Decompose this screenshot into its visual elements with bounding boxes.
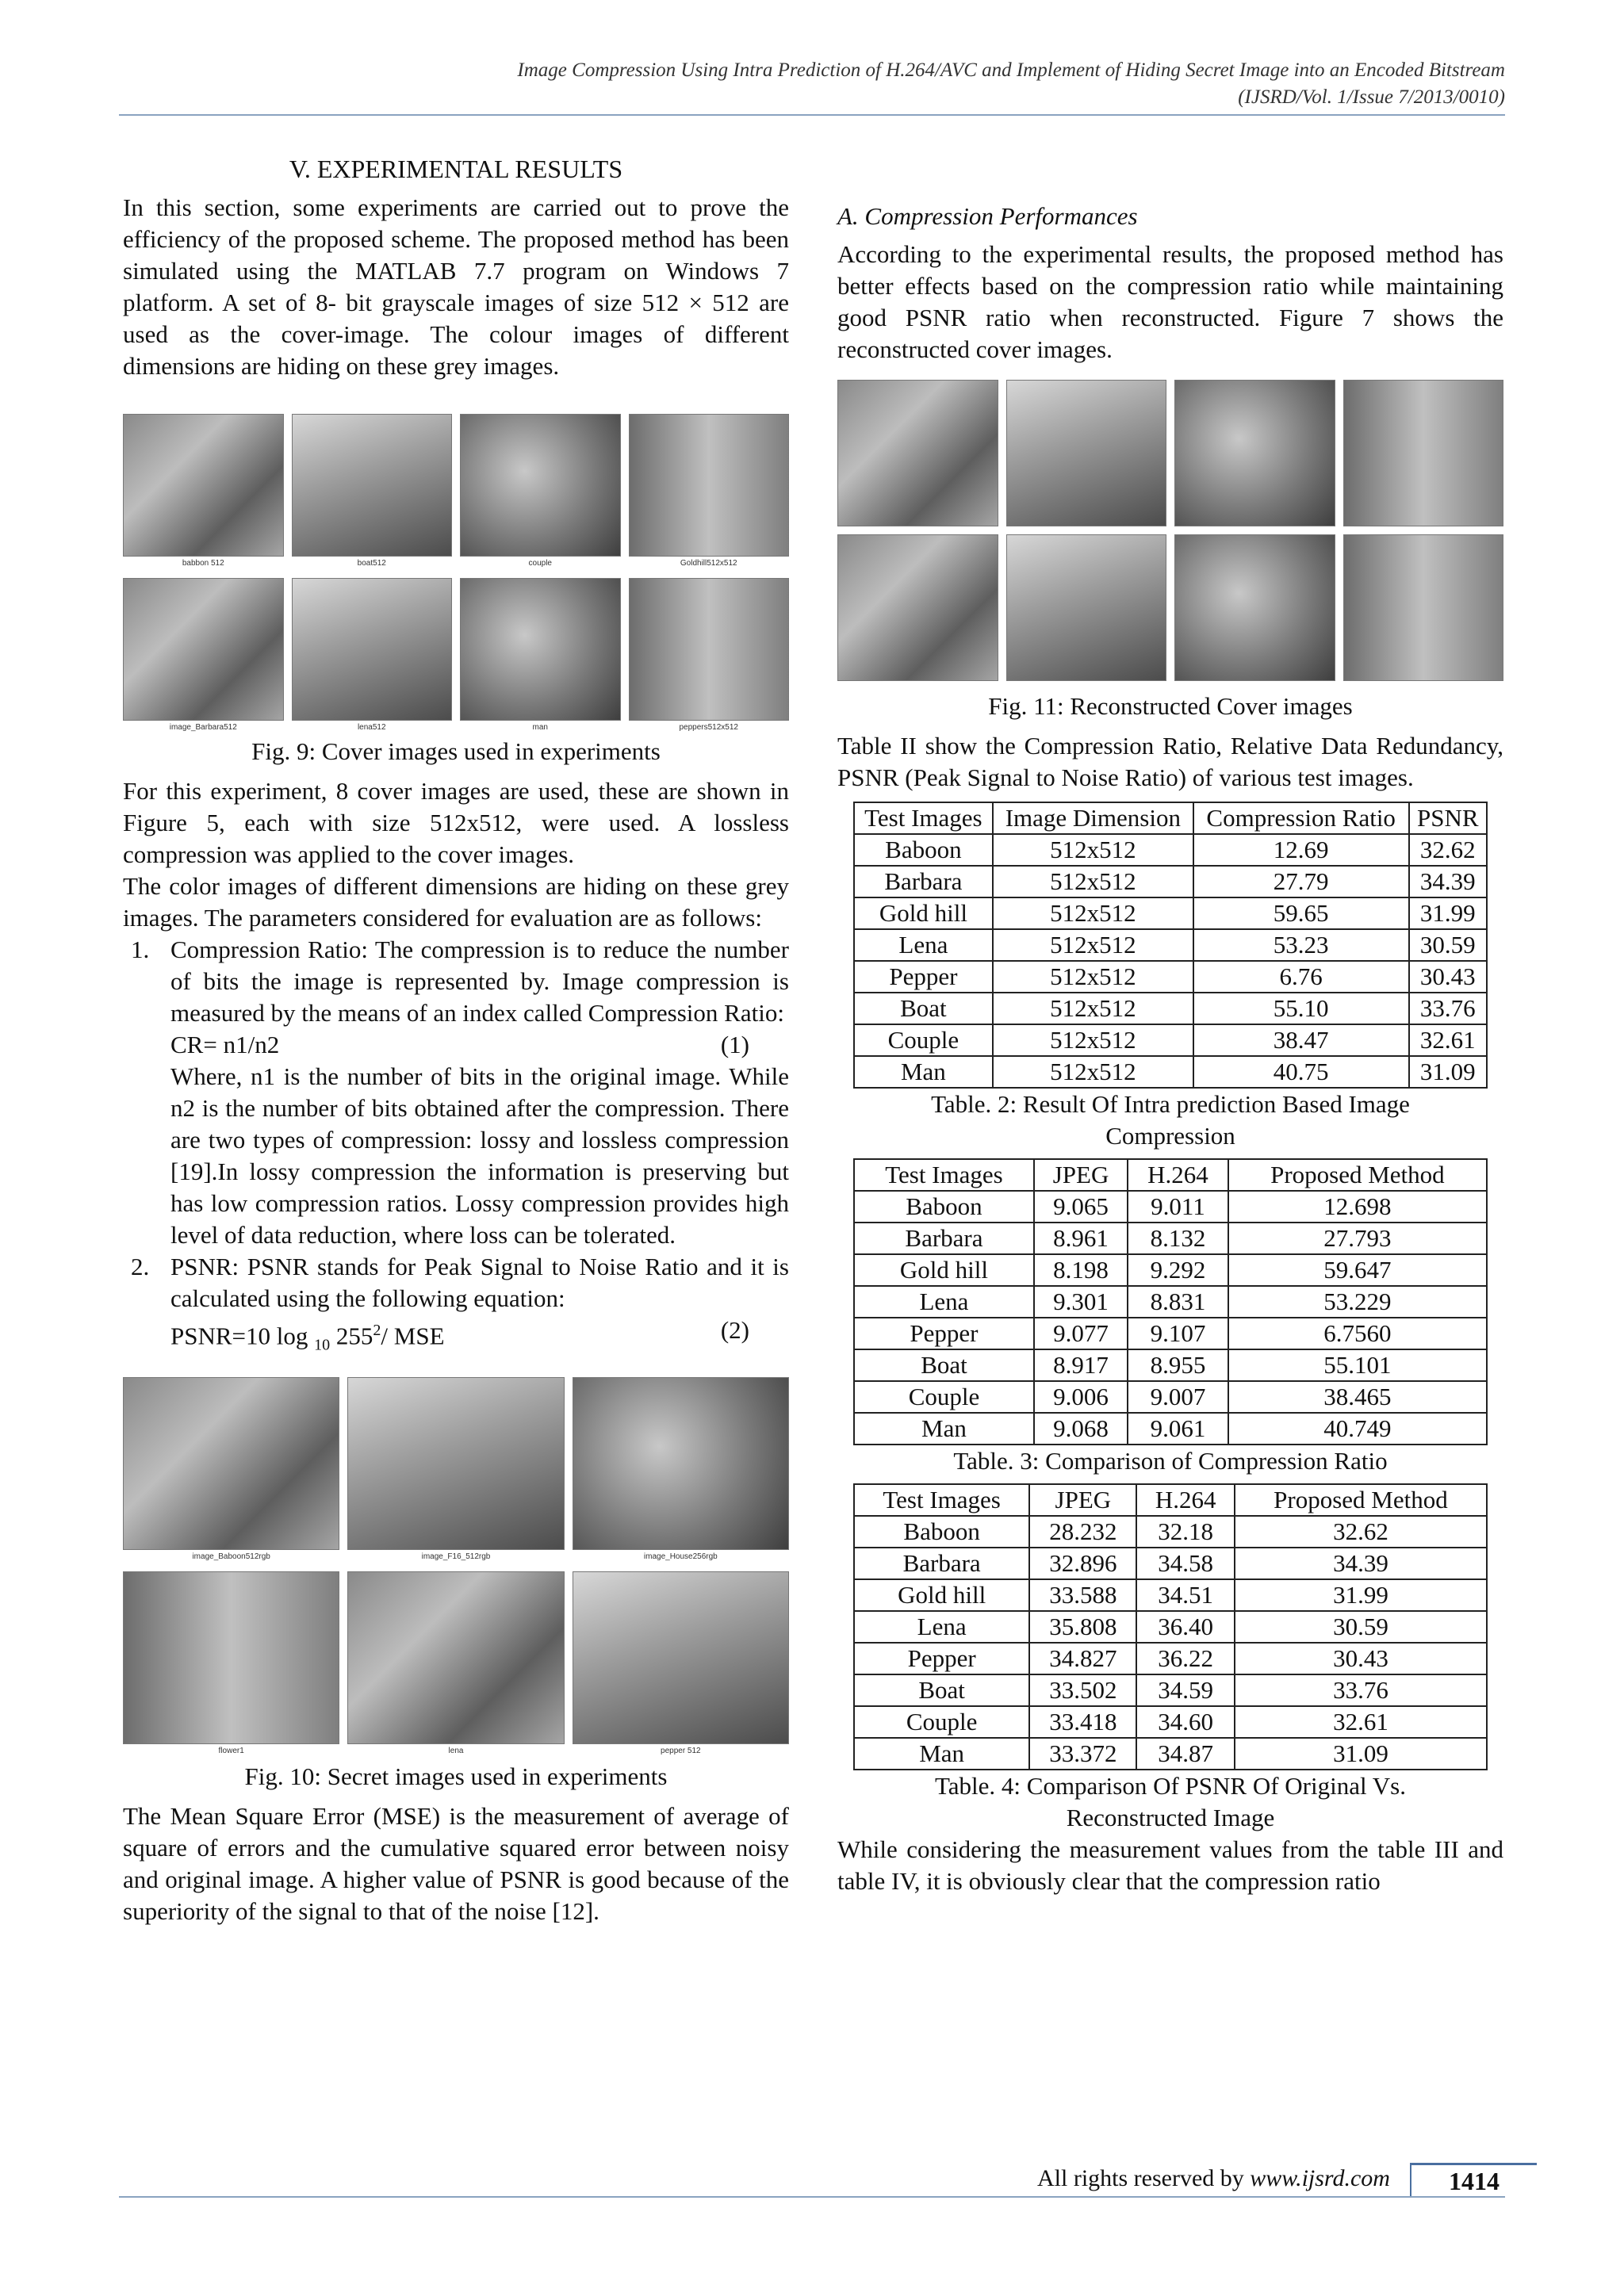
table-row xyxy=(854,1349,1487,1381)
table-cell: Barbara xyxy=(854,1548,1029,1579)
footer-copyright: All rights reserved by www.ijsrd.com xyxy=(1037,2165,1390,2191)
section-title: V. EXPERIMENTAL RESULTS xyxy=(289,155,623,183)
image-label: image_Barbara512 xyxy=(169,723,237,732)
table-cell: 34.59 xyxy=(1136,1674,1234,1706)
header-citation: (IJSRD/Vol. 1/Issue 7/2013/0010) xyxy=(1238,86,1505,108)
table-row xyxy=(854,1674,1487,1706)
table-cell: 34.39 xyxy=(1409,866,1488,897)
table-2-caption: Table. 2: Result Of Intra prediction Based Image Compression xyxy=(931,1090,1410,1150)
table-cell: 32.896 xyxy=(1029,1548,1136,1579)
table-cell: 9.292 xyxy=(1128,1254,1228,1286)
equation-1 xyxy=(170,1029,789,1061)
table-header-cell: H.264 xyxy=(1128,1159,1228,1191)
table-cell: 53.23 xyxy=(1193,929,1409,961)
image-placeholder xyxy=(573,1571,789,1744)
table-cell: Couple xyxy=(854,1706,1029,1738)
image-placeholder xyxy=(123,578,284,721)
table-row xyxy=(854,1254,1487,1286)
equation-number: (2) xyxy=(720,1316,749,1344)
table-cell: 8.961 xyxy=(1034,1223,1128,1254)
table-cell: Lena xyxy=(854,929,993,961)
table-cell: Lena xyxy=(854,1611,1029,1643)
table-cell: 6.76 xyxy=(1193,961,1409,993)
table-row xyxy=(854,866,1487,897)
table-row xyxy=(854,1579,1487,1611)
figure-image xyxy=(573,1377,789,1563)
table-row xyxy=(854,1191,1487,1223)
table-cell: 34.60 xyxy=(1136,1706,1234,1738)
table-cell: 12.698 xyxy=(1228,1191,1487,1223)
table-cell: 30.59 xyxy=(1235,1611,1487,1643)
figure-image xyxy=(1343,380,1504,526)
table-cell: 8.198 xyxy=(1034,1254,1128,1286)
subsection-title: A. Compression Performances xyxy=(837,202,1138,230)
image-label: flower1 xyxy=(218,1746,244,1755)
table-cell: 34.827 xyxy=(1029,1643,1136,1674)
table-cell: Pepper xyxy=(854,961,993,993)
image-label: couple xyxy=(528,559,552,568)
paragraph-conclusion: While considering the measurement values from the table III and table IV, it is obviously clear that the compression ratio xyxy=(837,1835,1503,1895)
table-4 xyxy=(853,1483,1488,1770)
figure-image xyxy=(460,414,621,570)
table-cell: 40.749 xyxy=(1228,1413,1487,1445)
figure-image xyxy=(1006,380,1167,526)
figure-image xyxy=(460,578,621,734)
table-cell: 33.372 xyxy=(1029,1738,1136,1770)
table-row xyxy=(854,1024,1487,1056)
figure-image xyxy=(629,414,790,570)
list-text-continued: Where, n1 is the number of bits in the original image. While n2 is the number of bits obtained after the compression. There are two types of compression: lossy and lossless compression [19].In lossy compression the information is preserving but has low compression ratios. Lossy compression provides high level of data reduction, where loss can be tolerated. xyxy=(170,1062,789,1249)
table-cell: 9.006 xyxy=(1034,1381,1128,1413)
table-cell: Gold hill xyxy=(854,1254,1034,1286)
table-cell: 33.76 xyxy=(1409,993,1488,1024)
equation-2 xyxy=(170,1314,789,1361)
table-cell: 31.09 xyxy=(1409,1056,1488,1088)
table-cell: 512x512 xyxy=(993,1056,1193,1088)
table-cell: 512x512 xyxy=(993,961,1193,993)
table-row xyxy=(854,1706,1487,1738)
table-cell: 27.79 xyxy=(1193,866,1409,897)
list-text: PSNR: PSNR stands for Peak Signal to Noise Ratio and it is calculated using the following equation: xyxy=(170,1253,789,1312)
image-placeholder xyxy=(1006,534,1167,681)
figure-image xyxy=(1006,534,1167,681)
table-cell: 33.418 xyxy=(1029,1706,1136,1738)
table-row xyxy=(854,1056,1487,1088)
table-row xyxy=(854,1223,1487,1254)
figure-11-caption: Fig. 11: Reconstructed Cover images xyxy=(988,692,1353,720)
table-row xyxy=(854,897,1487,929)
table-cell: Man xyxy=(854,1413,1034,1445)
figure-image xyxy=(1343,534,1504,681)
table-row xyxy=(854,1548,1487,1579)
table-cell: 30.59 xyxy=(1409,929,1488,961)
figure-image xyxy=(123,414,284,570)
right-column xyxy=(837,202,1503,1897)
table-cell: 512x512 xyxy=(993,866,1193,897)
equation-text: CR= n1/n2 xyxy=(170,1031,280,1058)
table-row xyxy=(854,961,1487,993)
table-header-cell: Test Images xyxy=(854,1484,1029,1516)
table-cell: 31.09 xyxy=(1235,1738,1487,1770)
table-cell: 53.229 xyxy=(1228,1286,1487,1318)
table-cell: 9.107 xyxy=(1128,1318,1228,1349)
table-cell: 33.588 xyxy=(1029,1579,1136,1611)
table-cell: Couple xyxy=(854,1024,993,1056)
table-cell: Gold hill xyxy=(854,897,993,929)
table-header-cell: Test Images xyxy=(854,802,993,834)
paragraph-mse: The Mean Square Error (MSE) is the measurement of average of square of errors and the cumulative squared error between noisy and original image. A higher value of PSNR is good because of the superiority of the signal to that of the noise [12]. xyxy=(123,1801,789,1925)
table-cell: 32.62 xyxy=(1235,1516,1487,1548)
figure-image xyxy=(347,1571,564,1758)
table-cell: 31.99 xyxy=(1409,897,1488,929)
table-cell: 512x512 xyxy=(993,834,1193,866)
figure-image xyxy=(292,578,453,734)
table-cell: 33.502 xyxy=(1029,1674,1136,1706)
figure-image xyxy=(123,1377,339,1563)
table-row xyxy=(854,834,1487,866)
paragraph-cover-images: For this experiment, 8 cover images are used, these are shown in Figure 5, each with size 512x512, were used. A lossless compression was applied to the cover images. xyxy=(123,777,789,868)
table-cell: Gold hill xyxy=(854,1579,1029,1611)
table-cell: 512x512 xyxy=(993,897,1193,929)
table-header-cell: Proposed Method xyxy=(1235,1484,1487,1516)
intro-paragraph: In this section, some experiments are carried out to prove the efficiency of the proposed scheme. The proposed method has been simulated using the MATLAB 7.7 program on Windows 7 platform. A set of 8- bit grayscale images of size 512 × 512 are used as the cover-image. The colour images of different dimensions are hiding on these grey images. xyxy=(123,193,789,380)
table-cell: 40.75 xyxy=(1193,1056,1409,1088)
table-header-row xyxy=(854,1484,1487,1516)
image-label: babbon 512 xyxy=(182,559,224,568)
table-4-caption: Table. 4: Comparison Of PSNR Of Original Vs. Reconstructed Image xyxy=(935,1772,1406,1831)
table-header-cell: Proposed Method xyxy=(1228,1159,1487,1191)
image-placeholder xyxy=(573,1377,789,1550)
table-cell: 34.87 xyxy=(1136,1738,1234,1770)
image-placeholder xyxy=(837,380,998,526)
table-cell: 33.76 xyxy=(1235,1674,1487,1706)
list-number: 1. xyxy=(131,936,150,963)
table-cell: 27.793 xyxy=(1228,1223,1487,1254)
table-cell: 9.065 xyxy=(1034,1191,1128,1223)
image-label: lena xyxy=(448,1746,464,1755)
table-cell: 30.43 xyxy=(1409,961,1488,993)
table-row xyxy=(854,1611,1487,1643)
table-header-row xyxy=(854,802,1487,834)
figure-image xyxy=(837,534,998,681)
table-row xyxy=(854,1643,1487,1674)
image-label: image_Baboon512rgb xyxy=(192,1552,270,1561)
image-placeholder xyxy=(629,414,790,557)
page-number: 1414 xyxy=(1410,2163,1537,2196)
header-title: Image Compression Using Intra Prediction of H.264/AVC and Implement of Hiding Secret Image into an Encoded Bitstream xyxy=(517,59,1505,81)
figure-image xyxy=(292,414,453,570)
image-placeholder xyxy=(292,414,453,557)
image-placeholder xyxy=(629,578,790,721)
image-placeholder xyxy=(123,1377,339,1550)
list-item-compression-ratio xyxy=(131,934,789,1251)
table-header-cell: H.264 xyxy=(1136,1484,1234,1516)
image-placeholder xyxy=(1174,380,1335,526)
table-cell: 512x512 xyxy=(993,1024,1193,1056)
parameter-list xyxy=(131,934,789,1361)
table-header-row xyxy=(854,1159,1487,1191)
figure-image xyxy=(629,578,790,734)
table-cell: 36.40 xyxy=(1136,1611,1234,1643)
image-placeholder xyxy=(460,578,621,721)
paragraph-parameters: The color images of different dimensions are hiding on these grey images. The parameters considered for evaluation are as follows: xyxy=(123,872,789,932)
table-row xyxy=(854,1318,1487,1349)
image-placeholder xyxy=(292,578,453,721)
table-cell: 32.62 xyxy=(1409,834,1488,866)
equation-number: (1) xyxy=(720,1031,749,1058)
table-cell: Lena xyxy=(854,1286,1034,1318)
image-placeholder xyxy=(1343,534,1504,681)
table-header-cell: Test Images xyxy=(854,1159,1034,1191)
table-cell: Baboon xyxy=(854,1516,1029,1548)
table-cell: 12.69 xyxy=(1193,834,1409,866)
figure-11 xyxy=(837,380,1503,681)
table-cell: 38.47 xyxy=(1193,1024,1409,1056)
table-cell: Pepper xyxy=(854,1643,1029,1674)
table-cell: 28.232 xyxy=(1029,1516,1136,1548)
table-header-cell: Compression Ratio xyxy=(1193,802,1409,834)
running-header xyxy=(119,57,1505,111)
image-placeholder xyxy=(1174,534,1335,681)
table-2 xyxy=(853,802,1488,1089)
table-cell: 9.007 xyxy=(1128,1381,1228,1413)
table-row xyxy=(854,1738,1487,1770)
figure-image xyxy=(1174,380,1335,526)
image-label: Goldhill512x512 xyxy=(680,559,737,568)
image-label: pepper 512 xyxy=(661,1746,701,1755)
table-row xyxy=(854,1413,1487,1445)
image-placeholder xyxy=(460,414,621,557)
figure-image xyxy=(123,578,284,734)
footer-rule xyxy=(119,2196,1505,2198)
table-cell: 35.808 xyxy=(1029,1611,1136,1643)
table-cell: Boat xyxy=(854,1674,1029,1706)
image-placeholder xyxy=(123,414,284,557)
table-cell: Couple xyxy=(854,1381,1034,1413)
table-cell: 36.22 xyxy=(1136,1643,1234,1674)
table-cell: 30.43 xyxy=(1235,1643,1487,1674)
table-cell: 55.10 xyxy=(1193,993,1409,1024)
table-cell: Boat xyxy=(854,993,993,1024)
table-cell: 8.917 xyxy=(1034,1349,1128,1381)
image-placeholder xyxy=(123,1571,339,1744)
table-cell: Barbara xyxy=(854,1223,1034,1254)
table-cell: Man xyxy=(854,1056,993,1088)
left-column xyxy=(123,155,789,1927)
table-cell: Man xyxy=(854,1738,1029,1770)
figure-10-caption: Fig. 10: Secret images used in experiments xyxy=(244,1762,668,1790)
table-cell: Baboon xyxy=(854,834,993,866)
table-header-cell: PSNR xyxy=(1409,802,1488,834)
table-cell: 6.7560 xyxy=(1228,1318,1487,1349)
table-cell: 32.61 xyxy=(1235,1706,1487,1738)
table-row xyxy=(854,1286,1487,1318)
table-cell: 59.647 xyxy=(1228,1254,1487,1286)
image-label: image_House256rgb xyxy=(643,1552,718,1561)
table-cell: 38.465 xyxy=(1228,1381,1487,1413)
table-cell: 34.39 xyxy=(1235,1548,1487,1579)
figure-image xyxy=(1174,534,1335,681)
table-row xyxy=(854,929,1487,961)
table-cell: 32.18 xyxy=(1136,1516,1234,1548)
table-header-cell: JPEG xyxy=(1029,1484,1136,1516)
table-cell: 8.831 xyxy=(1128,1286,1228,1318)
image-placeholder xyxy=(347,1377,564,1550)
paragraph-compression-performance: According to the experimental results, the proposed method has better effects based on the compression ratio while maintaining good PSNR ratio when reconstructed. Figure 7 shows the reconstructed cover images. xyxy=(837,240,1503,363)
table-cell: 9.301 xyxy=(1034,1286,1128,1318)
list-text: Compression Ratio: The compression is to reduce the number of bits the image is represented by. Image compression is measured by the means of an index called Compression Ratio: xyxy=(170,936,789,1027)
header-rule xyxy=(119,114,1505,116)
equation-text: PSNR=10 log $_{10}$ $255^2/$ MSE xyxy=(170,1322,445,1354)
table-row xyxy=(854,1516,1487,1548)
paragraph-table-intro: Table II show the Compression Ratio, Relative Data Redundancy, PSNR (Peak Signal to Noise Ratio) of various test images. xyxy=(837,732,1503,791)
list-item-psnr xyxy=(131,1251,789,1361)
table-row xyxy=(854,1381,1487,1413)
table-cell: 8.132 xyxy=(1128,1223,1228,1254)
table-cell: 9.061 xyxy=(1128,1413,1228,1445)
table-3-caption: Table. 3: Comparison of Compression Ratio xyxy=(953,1447,1388,1475)
image-placeholder xyxy=(1006,380,1167,526)
table-cell: 9.068 xyxy=(1034,1413,1128,1445)
table-header-cell: Image Dimension xyxy=(993,802,1193,834)
figure-9 xyxy=(123,414,789,734)
image-label: man xyxy=(532,723,548,732)
list-number: 2. xyxy=(131,1253,150,1280)
image-label: lena512 xyxy=(357,723,386,732)
table-cell: Pepper xyxy=(854,1318,1034,1349)
table-cell: 34.51 xyxy=(1136,1579,1234,1611)
image-label: boat512 xyxy=(357,559,386,568)
image-placeholder xyxy=(347,1571,564,1744)
figure-image xyxy=(347,1377,564,1563)
table-cell: 59.65 xyxy=(1193,897,1409,929)
image-placeholder xyxy=(1343,380,1504,526)
table-3 xyxy=(853,1158,1488,1445)
table-cell: 32.61 xyxy=(1409,1024,1488,1056)
table-cell: 512x512 xyxy=(993,929,1193,961)
table-row xyxy=(854,993,1487,1024)
table-cell: 9.011 xyxy=(1128,1191,1228,1223)
figure-image xyxy=(123,1571,339,1758)
footer-site-link[interactable]: www.ijsrd.com xyxy=(1250,2165,1390,2191)
figure-9-caption: Fig. 9: Cover images used in experiments xyxy=(251,737,661,765)
table-cell: Boat xyxy=(854,1349,1034,1381)
table-cell: Baboon xyxy=(854,1191,1034,1223)
image-label: image_F16_512rgb xyxy=(421,1552,491,1561)
table-header-cell: JPEG xyxy=(1034,1159,1128,1191)
image-placeholder xyxy=(837,534,998,681)
table-cell: 31.99 xyxy=(1235,1579,1487,1611)
table-cell: 55.101 xyxy=(1228,1349,1487,1381)
table-cell: Barbara xyxy=(854,866,993,897)
figure-image xyxy=(573,1571,789,1758)
table-cell: 8.955 xyxy=(1128,1349,1228,1381)
figure-image xyxy=(837,380,998,526)
table-cell: 512x512 xyxy=(993,993,1193,1024)
table-cell: 9.077 xyxy=(1034,1318,1128,1349)
figure-10 xyxy=(123,1377,789,1758)
image-label: peppers512x512 xyxy=(679,723,738,732)
table-cell: 34.58 xyxy=(1136,1548,1234,1579)
